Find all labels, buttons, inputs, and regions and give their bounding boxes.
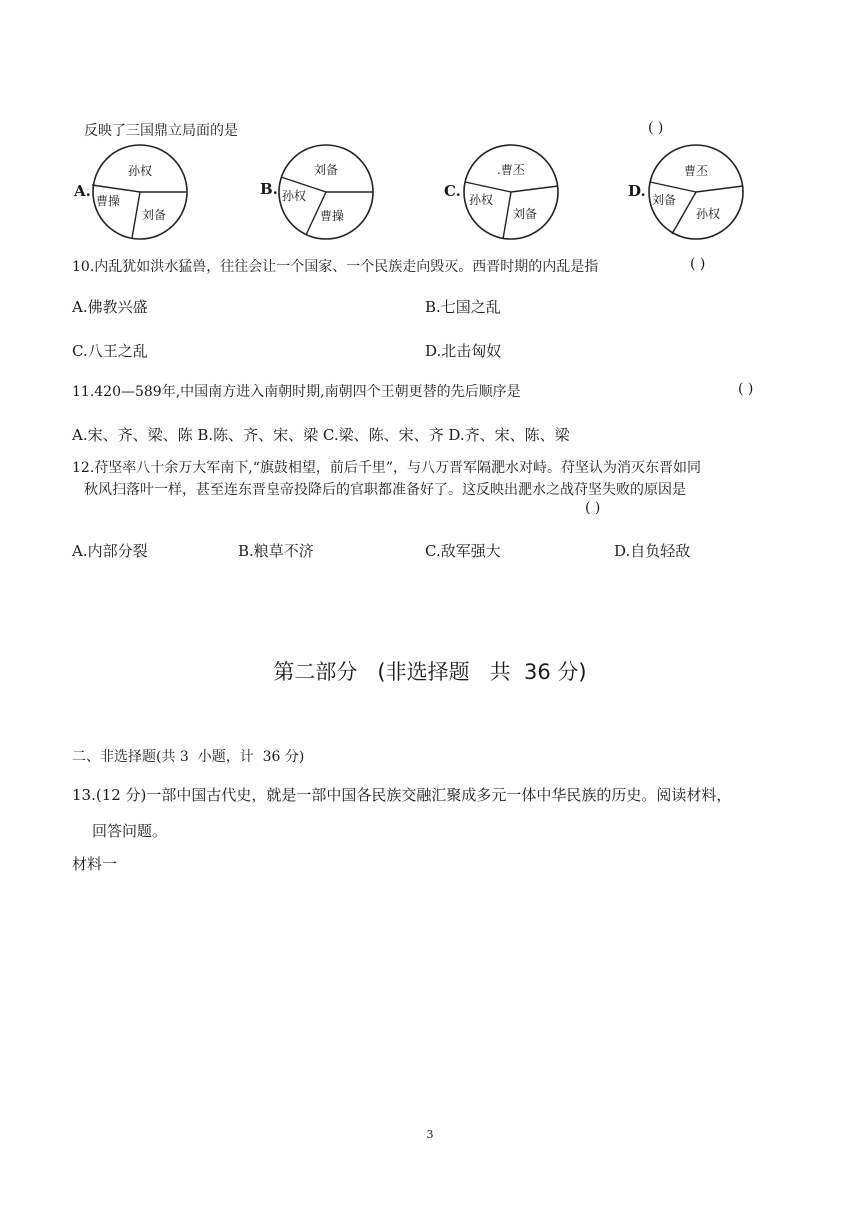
q13-stem-line1: 13.(12 分)一部中国古代史，就是一部中国各民族交融汇聚成多元一体中华民族的历史。阅读材料， — [72, 786, 732, 804]
q9-option-d-letter: D. — [628, 182, 646, 200]
q11-options[interactable]: A.宋、齐、梁、陈 B.陈、齐、宋、梁 C.梁、陈、宋、齐 D.齐、宋、陈、梁 — [72, 426, 570, 444]
q9-c-label-3: 刘备 — [513, 207, 538, 221]
q9-stem: 反映了三国鼎立局面的是 — [84, 123, 238, 139]
q9-pie-c — [461, 142, 561, 242]
q9-a-label-2: 曹操 — [96, 194, 121, 208]
q9-pie-b — [276, 142, 376, 242]
q9-d-label-1: 曹丕 — [684, 164, 709, 178]
q9-option-b-letter: B. — [260, 180, 278, 198]
q11-answer-paren: ( ) — [738, 381, 754, 397]
q9-option-c-letter: C. — [444, 182, 461, 200]
q12-option-a[interactable]: A.内部分裂 — [72, 542, 148, 560]
q12-stem-line1: 12.苻坚率八十余万大军南下,“旗鼓相望，前后千里”，与八万晋军隔淝水对峙。苻坚认为消灭东晋如同 — [72, 460, 702, 476]
q9-c-label-2: 孙权 — [469, 193, 494, 207]
q9-b-label-1: 刘备 — [314, 163, 339, 177]
q12-answer-paren: ( ) — [585, 500, 601, 516]
q9-b-label-2: 孙权 — [282, 189, 307, 203]
q10-option-b[interactable]: B.七国之乱 — [425, 298, 501, 316]
q13-stem-line2: 回答问题。 — [92, 822, 168, 840]
q10-option-d[interactable]: D.北击匈奴 — [425, 342, 502, 360]
q9-a-label-1: 孙权 — [128, 164, 153, 178]
q9-c-label-1: .曹丕 — [497, 163, 525, 177]
q9-d-label-2: 刘备 — [652, 193, 677, 207]
q9-d-label-3: 孙权 — [696, 207, 721, 221]
q11-stem: 11.420—589年,中国南方进入南朝时期,南朝四个王朝更替的先后顺序是 — [72, 384, 521, 400]
q9-option-a-letter: A. — [74, 182, 91, 200]
q9-a-label-3: 刘备 — [142, 208, 167, 222]
q12-option-b[interactable]: B.粮草不济 — [238, 542, 314, 560]
q9-option-b[interactable] — [258, 142, 438, 242]
q9-option-a[interactable] — [72, 142, 252, 242]
q13-material-label: 材料一 — [72, 855, 118, 873]
q12-option-c[interactable]: C.敌军强大 — [425, 542, 501, 560]
q12-stem-line2: 秋风扫落叶一样，甚至连东晋皇帝投降后的官职都准备好了。这反映出淝水之战苻坚失败的原因是 — [84, 482, 686, 498]
q9-option-d[interactable] — [628, 142, 808, 242]
q10-option-a[interactable]: A.佛教兴盛 — [72, 298, 148, 316]
q9-pie-d — [646, 142, 746, 242]
part2-heading: 二、非选择题(共 3 小题，计 36 分) — [72, 749, 305, 765]
q10-answer-paren: ( ) — [690, 256, 706, 272]
part2-title: 第二部分 (非选择题 共 36 分) — [273, 660, 587, 684]
q12-option-d[interactable]: D.自负轻敌 — [614, 542, 691, 560]
q9-answer-paren: ( ) — [648, 120, 664, 136]
q9-pie-a — [90, 142, 190, 242]
page-number: 3 — [426, 1128, 434, 1141]
q10-stem: 10.内乱犹如洪水猛兽，往往会让一个国家、一个民族走向毁灭。西晋时期的内乱是指 — [72, 259, 599, 275]
q9-option-c[interactable] — [444, 142, 624, 242]
q9-b-label-3: 曹操 — [320, 209, 345, 223]
q10-option-c[interactable]: C.八王之乱 — [72, 342, 148, 360]
